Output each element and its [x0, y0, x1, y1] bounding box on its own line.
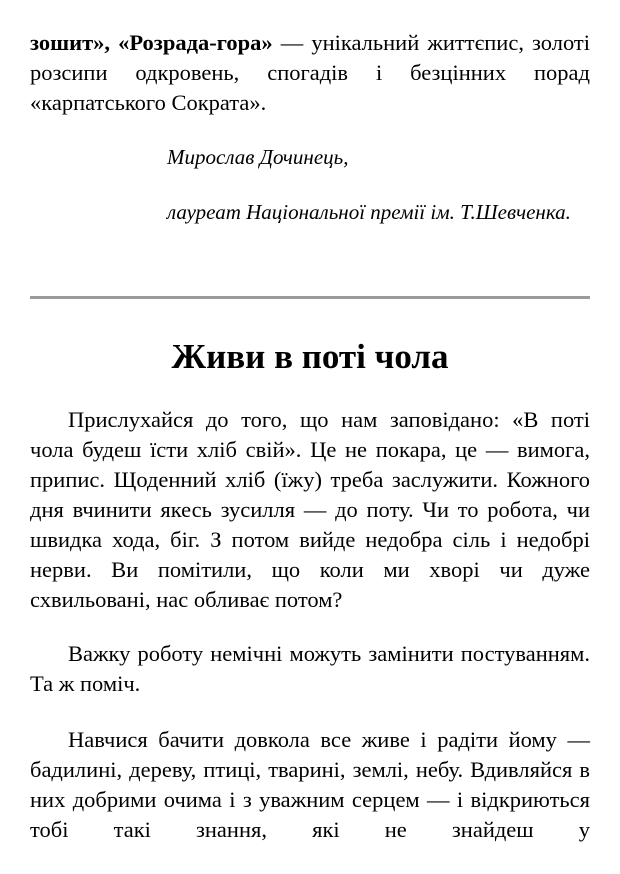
body-paragraph: Навчися бачити довкола все живе і радіти йому — бадилині, дереву, птиці, тварині, землі, небу. Вдивляйся в них добрими очима і з уважним серцем — і відкриються тобі такі знання, які не знайдеш у [30, 727, 590, 842]
body-paragraph: Важку роботу немічні можуть замінити постуванням. Та ж поміч. [30, 641, 590, 696]
section-divider [30, 296, 590, 299]
intro-paragraph [30, 28, 590, 118]
intro-bold-titles: зошит», «Розрада-гора» [30, 30, 273, 55]
author-title: лауреат Національної премії ім. Т.Шевченка. [167, 200, 571, 224]
body-paragraph: Прислухайся до того, що нам заповідано: «В поті чола будеш їсти хліб свій». Це не покара, це — вимога, припис. Щоденний хліб (їжу) треба заслужити. Кожного дня вчинити якесь зусилля — до поту. Чи то робота, чи швидка хода, біг. З потом вийде недобра сіль і недобрі нерви. Ви помітили, що коли ми хворі чи дуже схвильовані, нас обливає потом? [30, 407, 590, 612]
intro-text: — унікальний життєпис, золоті розсипи одкровень, спогадів і безцінних порад «карпатського Сократа». [30, 30, 590, 115]
author-name: Мирослав Дочинець, [167, 145, 349, 169]
chapter-title: Живи в поті чола [171, 337, 449, 376]
